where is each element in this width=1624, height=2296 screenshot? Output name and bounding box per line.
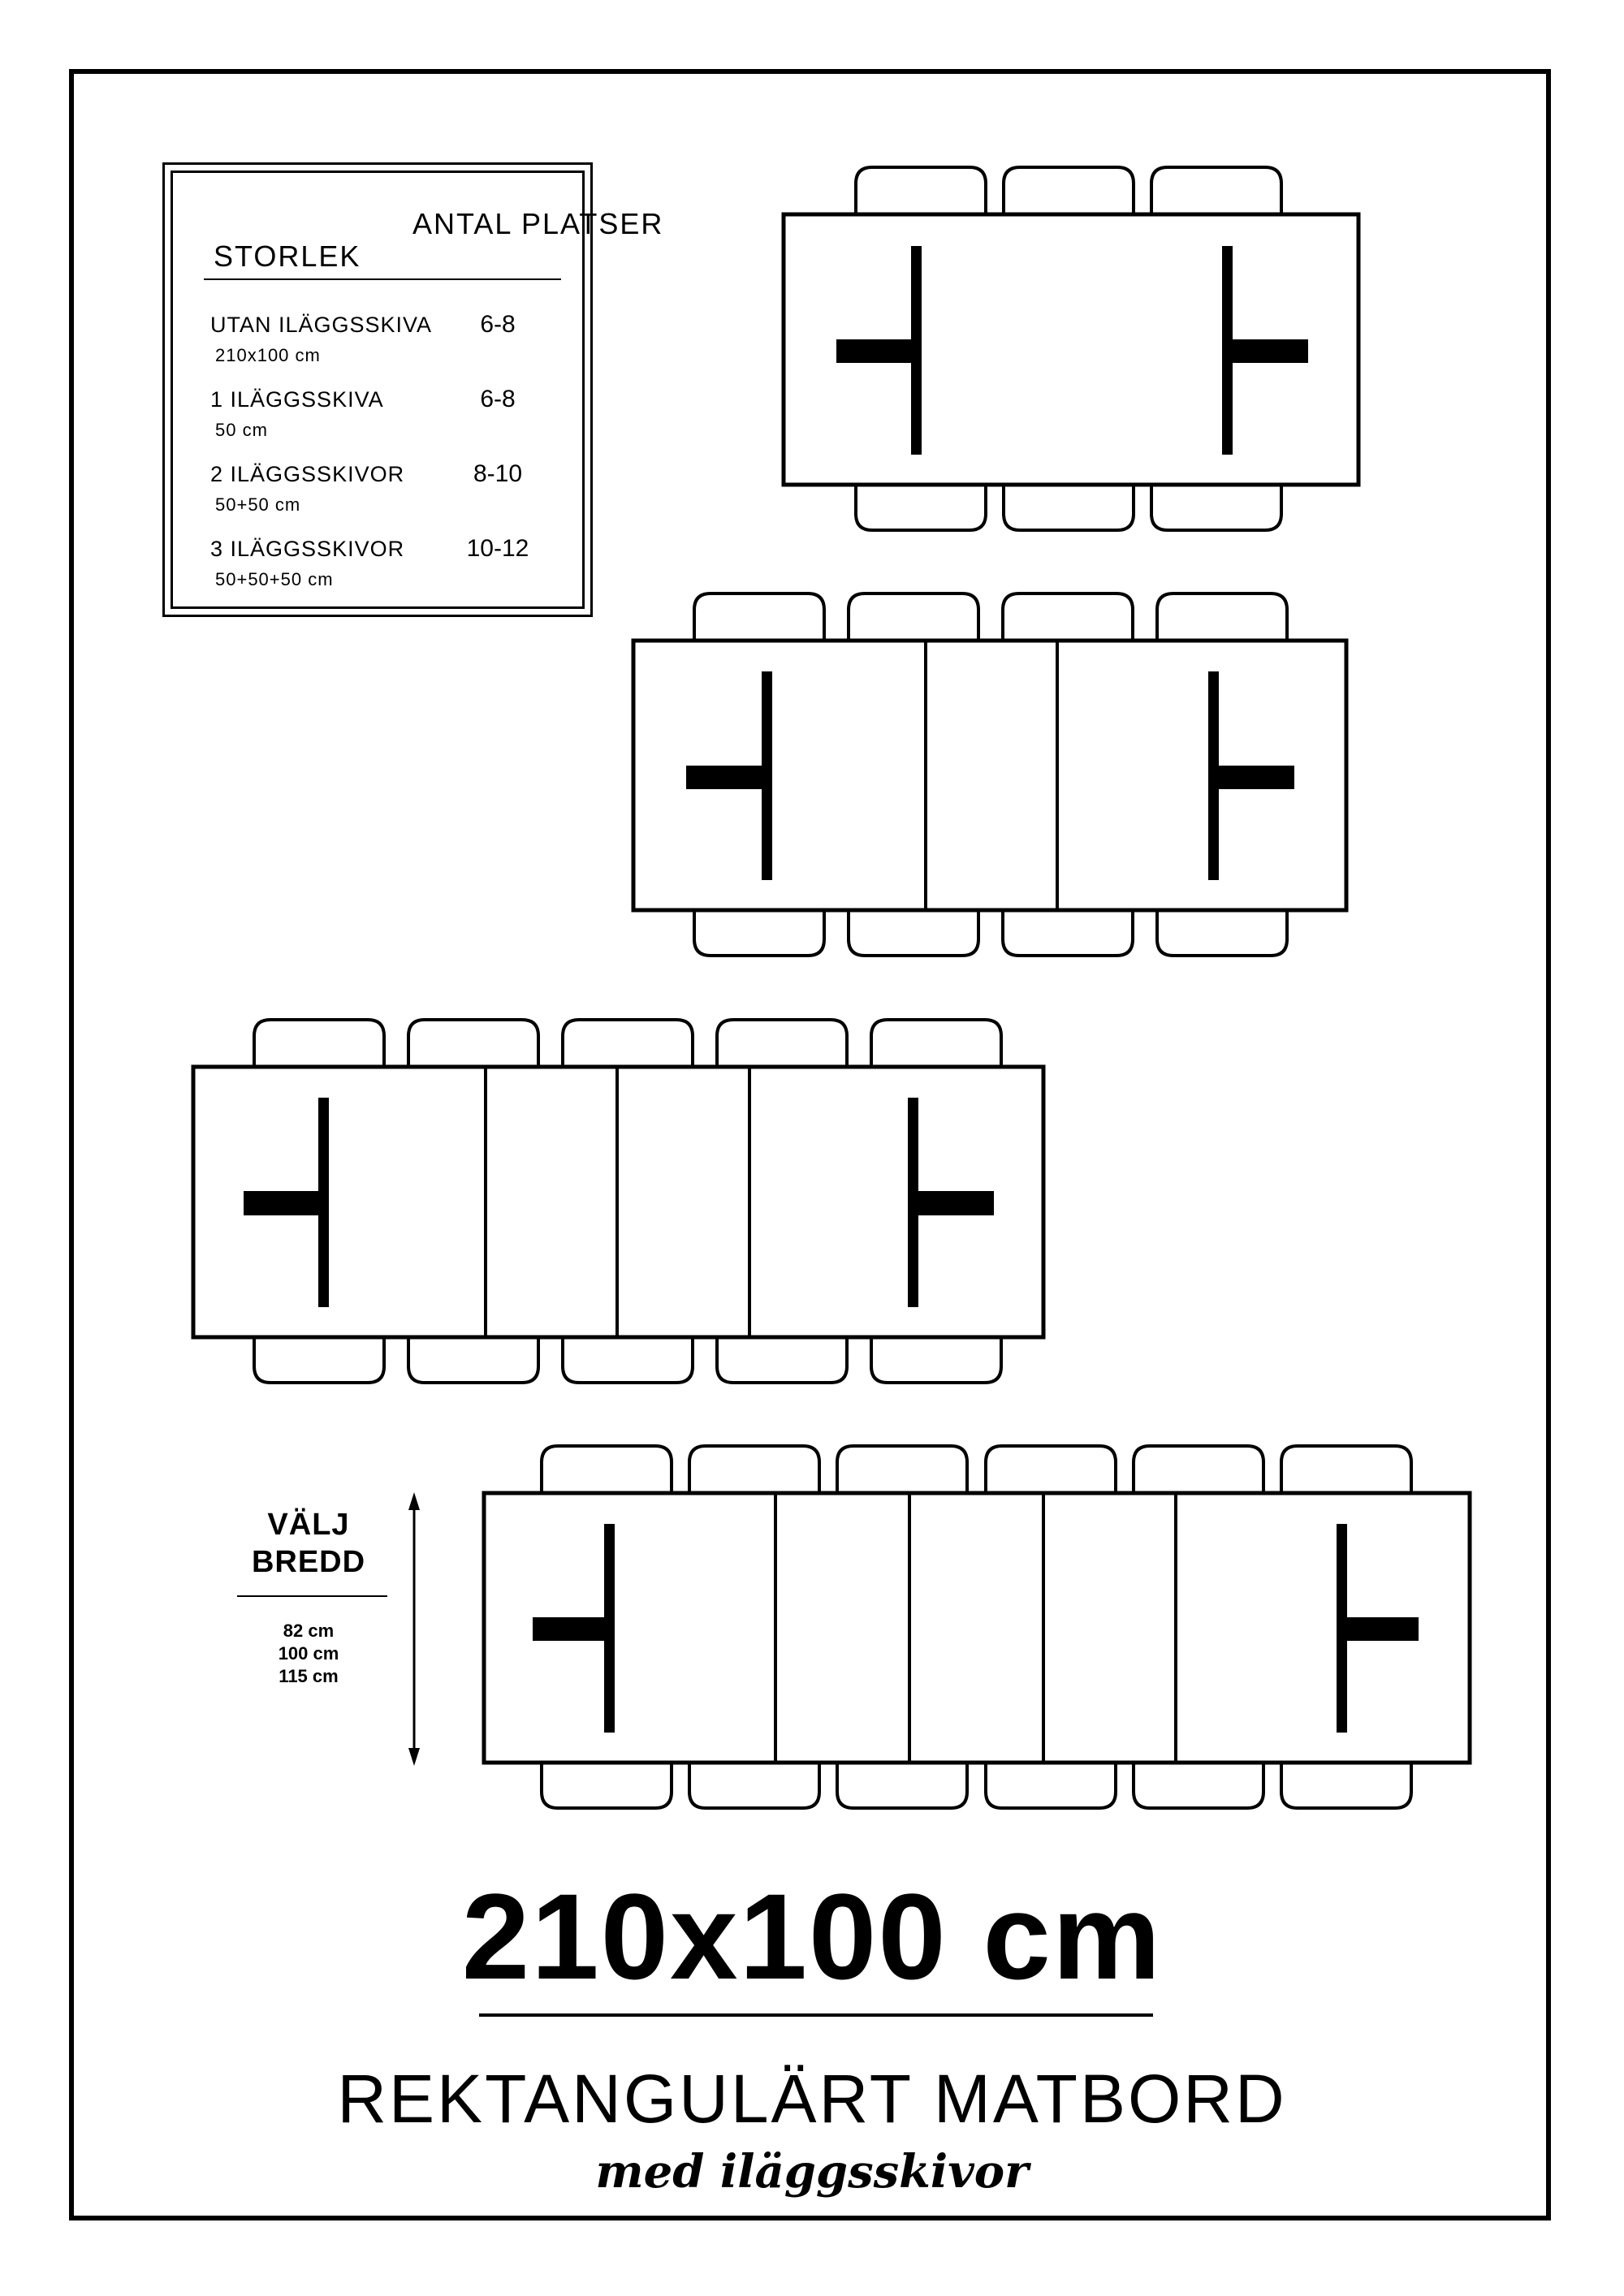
chair <box>837 1446 967 1491</box>
chair <box>1134 1446 1263 1491</box>
chair <box>694 593 824 639</box>
legend-row-name: 3 ILÄGGSSKIVOR <box>210 537 405 561</box>
legend-row-seats: 10-12 <box>466 535 529 562</box>
chair <box>1003 593 1133 639</box>
chair <box>986 1446 1116 1491</box>
table-config-two-leaves <box>193 1020 1043 1383</box>
legend-row-size: 210x100 cm <box>215 345 321 365</box>
chair <box>689 1446 819 1491</box>
chair <box>986 1763 1116 1808</box>
chair <box>563 1337 693 1383</box>
chair <box>1157 910 1287 956</box>
legend-row-size: 50+50+50 cm <box>215 569 334 589</box>
width-option: 115 cm <box>279 1666 339 1686</box>
chair <box>1281 1446 1411 1491</box>
table-config-one-leaf <box>633 593 1346 956</box>
table-config-three-leaves <box>484 1446 1470 1808</box>
chair <box>1004 485 1134 530</box>
chair <box>408 1337 538 1383</box>
legend-row-size: 50+50 cm <box>215 494 301 515</box>
chair <box>1003 910 1133 956</box>
chair <box>1004 167 1134 213</box>
chair <box>1157 593 1287 639</box>
chair <box>856 485 986 530</box>
width-option: 100 cm <box>278 1643 339 1664</box>
legend-header-seats: ANTAL PLATSER <box>412 207 664 240</box>
legend-row-seats: 8-10 <box>473 460 523 487</box>
width-options <box>235 1620 382 1688</box>
chair <box>856 167 986 213</box>
chair <box>849 910 978 956</box>
width-option: 82 cm <box>283 1621 335 1641</box>
chair <box>849 593 978 639</box>
chair <box>717 1020 847 1065</box>
poster-title: REKTANGULÄRT MATBORD <box>337 2061 1287 2137</box>
chair <box>689 1763 819 1808</box>
chair <box>694 910 824 956</box>
chair <box>871 1020 1001 1065</box>
legend-row-name: 2 ILÄGGSSKIVOR <box>210 462 405 486</box>
chair <box>563 1020 693 1065</box>
legend-header-size: STORLEK <box>214 240 361 273</box>
chair <box>1281 1763 1411 1808</box>
chair <box>717 1337 847 1383</box>
legend-row-name: 1 ILÄGGSSKIVA <box>210 387 384 412</box>
table-config-no-leaf <box>784 167 1358 530</box>
legend-row-size: 50 cm <box>215 420 268 440</box>
chair <box>254 1337 384 1383</box>
chair <box>871 1337 1001 1383</box>
legend-row-seats: 6-8 <box>480 311 516 338</box>
chair <box>1134 1763 1263 1808</box>
chair <box>837 1763 967 1808</box>
chair <box>1151 485 1281 530</box>
table-top <box>484 1493 1470 1763</box>
chair <box>542 1446 672 1491</box>
main-size: 210x100 cm <box>461 1868 1163 2005</box>
main-size-divider <box>479 2013 1153 2017</box>
width-arrow <box>408 1492 420 1766</box>
width-choice-divider <box>237 1595 387 1597</box>
chair <box>254 1020 384 1065</box>
poster-subtitle: med iläggsskivor <box>595 2145 1029 2199</box>
legend-row-name: UTAN ILÄGGSSKIVA <box>210 313 433 337</box>
chair <box>542 1763 672 1808</box>
legend-row-seats: 6-8 <box>480 386 516 412</box>
width-choice-label: VÄLJ BREDD <box>251 1508 366 1579</box>
chair <box>408 1020 538 1065</box>
chair <box>1151 167 1281 213</box>
